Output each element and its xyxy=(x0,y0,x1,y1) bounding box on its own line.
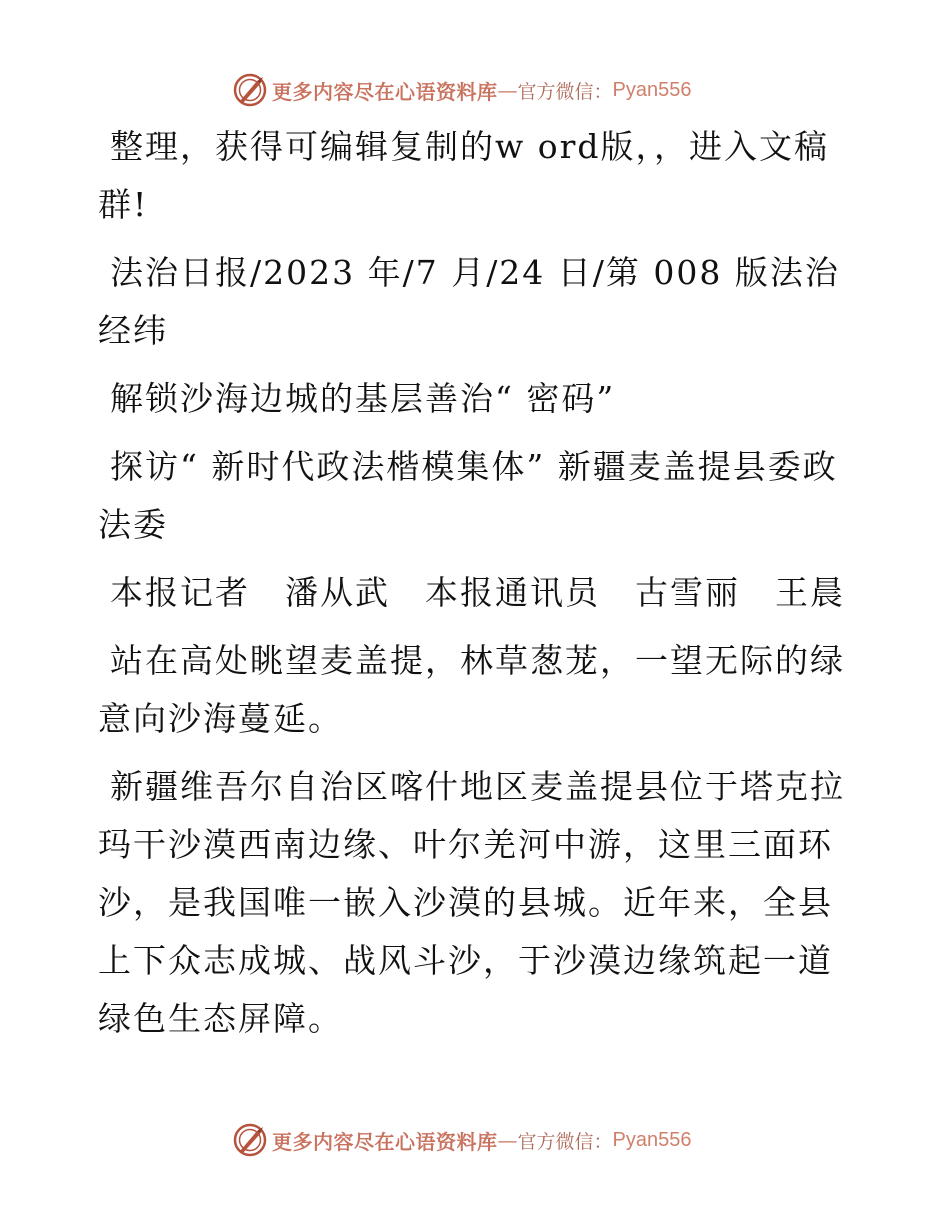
watermark-wechat-id: Pyan556 xyxy=(612,78,692,101)
watermark-site-text: 更多内容尽在心语资料库 xyxy=(272,79,498,104)
paragraph-intro-note: 整理，获得可编辑复制的w ord版，，进入文稿群! xyxy=(98,127,830,224)
watermark-wechat-id: Pyan556 xyxy=(612,1128,692,1151)
paragraph-body-2: 新疆维吾尔自治区喀什地区麦盖提县位于塔克拉玛干沙漠西南边缘、叶尔羌河中游，这里三面环沙，是我国唯一嵌入沙漠的县城。近年来，全县上下众志成城、战风斗沙，于沙漠边缘筑起一道绿色生态屏障。 xyxy=(98,767,845,1038)
article-subtitle: 探访“ 新时代政法楷模集体” 新疆麦盖提县委政法委 xyxy=(98,447,838,544)
watermark-wechat-label: 官方微信： xyxy=(517,1130,613,1153)
header-watermark xyxy=(232,70,752,110)
quill-pen-seal-icon xyxy=(232,1122,268,1158)
watermark-dash: — xyxy=(497,78,518,102)
watermark-wechat-label: 官方微信： xyxy=(517,80,613,103)
watermark-site-text: 更多内容尽在心语资料库 xyxy=(272,1129,498,1154)
article-title: 解锁沙海边城的基层善治“ 密码” xyxy=(110,379,616,418)
byline: 本报记者 潘从武 本报通讯员 古雪丽 王晨 xyxy=(110,573,845,612)
quill-pen-seal-icon xyxy=(232,72,268,108)
document-body xyxy=(98,118,853,1058)
watermark-dash: — xyxy=(497,1128,518,1152)
footer-watermark xyxy=(232,1120,752,1160)
paragraph-source-line: 法治日报/2023 年/7 月/24 日/第 008 版法治经纬 xyxy=(98,253,840,350)
paragraph-body-1: 站在高处眺望麦盖提，林草葱茏，一望无际的绿意向沙海蔓延。 xyxy=(98,641,845,738)
